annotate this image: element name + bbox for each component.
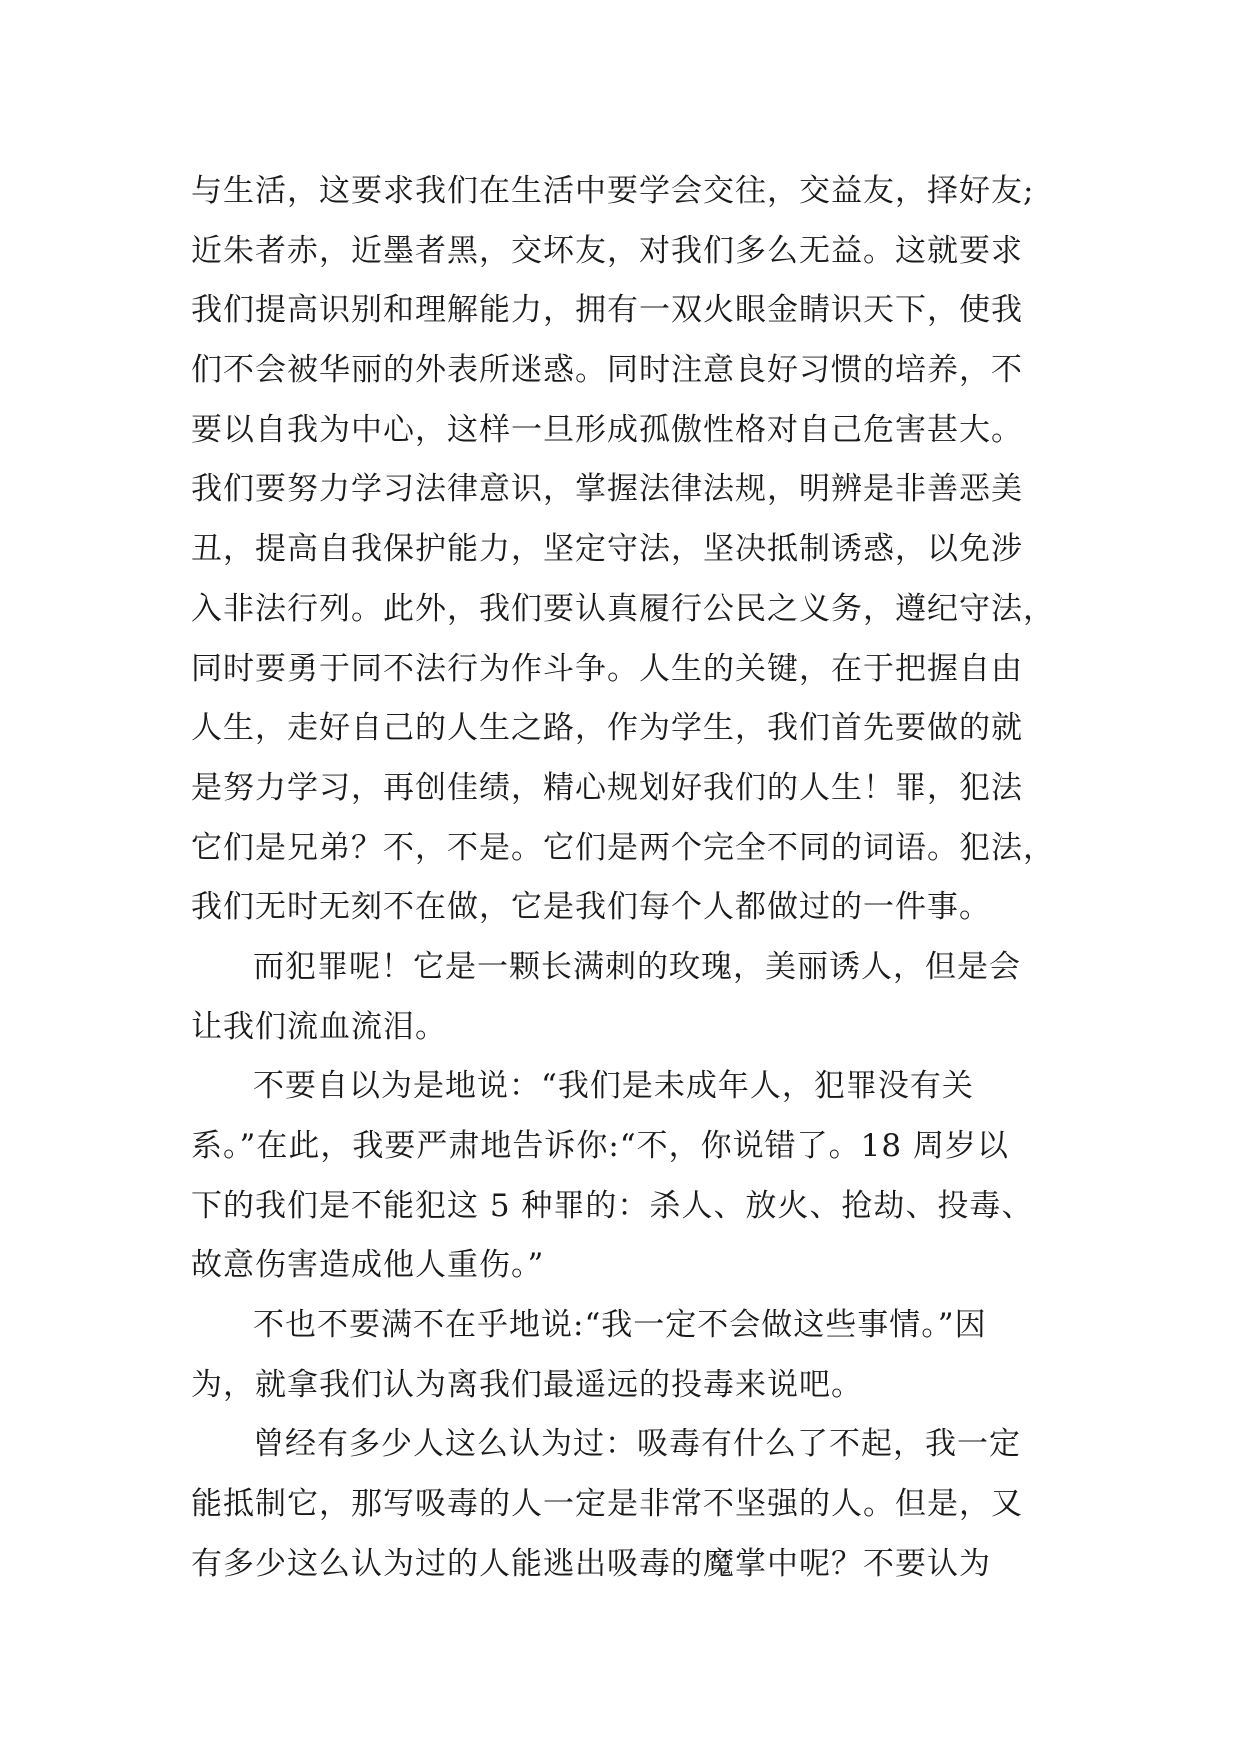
text-line: 们不会被华丽的外表所迷惑。同时注意良好习惯的培养，不: [191, 352, 1023, 389]
text-line: 我们无时无刻不在做，它是我们每个人都做过的一件事。: [191, 889, 991, 926]
text-line: 下的我们是不能犯这 5 种罪的：杀人、放火、抢劫、投毒、: [191, 1187, 1034, 1224]
text-line: 有多少这么认为过的人能逃出吸毒的魔掌中呢？不要认为: [191, 1545, 991, 1582]
text-line: 它们是兄弟？不，不是。它们是两个完全不同的词语。犯法，: [191, 829, 1055, 866]
text-line: 人生，走好自己的人生之路，作为学生，我们首先要做的就: [191, 710, 1023, 747]
text-line: 入非法行列。此外，我们要认真履行公民之义务，遵纪守法，: [191, 590, 1055, 627]
text-line: 我们要努力学习法律意识，掌握法律法规，明辨是非善恶美: [191, 471, 1023, 508]
text-line: 曾经有多少人这么认为过：吸毒有什么了不起，我一定: [253, 1426, 1021, 1463]
text-line: 不也不要满不在乎地说:“我一定不会做这些事情。”因: [253, 1307, 987, 1344]
text-line: 故意伤害造成他人重伤。”: [191, 1247, 545, 1284]
text-line: 近朱者赤，近墨者黑，交坏友，对我们多么无益。这就要求: [191, 232, 1023, 269]
text-line: 我们提高识别和理解能力，拥有一双火眼金睛识天下，使我: [191, 292, 1023, 329]
text-line: 能抵制它，那写吸毒的人一定是非常不坚强的人。但是，又: [191, 1486, 1023, 1523]
text-line: 不要自以为是地说：“我们是未成年人，犯罪没有关: [253, 1068, 974, 1105]
text-line: 与生活，这要求我们在生活中要学会交往，交益友，择好友;: [191, 173, 1035, 209]
text-line: 让我们流血流泪。: [191, 1008, 447, 1045]
text-line: 丑，提高自我保护能力，坚定守法，坚决抵制诱惑，以免涉: [191, 531, 1023, 568]
text-line: 同时要勇于同不法行为作斗争。人生的关键，在于把握自由: [191, 650, 1023, 687]
text-line: 要以自我为中心，这样一旦形成孤傲性格对自己危害甚大。: [191, 411, 1023, 448]
text-line: 系。”在此，我要严肃地告诉你:“不，你说错了。18 周岁以: [191, 1128, 1009, 1164]
text-line: 而犯罪呢！它是一颗长满刺的玫瑰，美丽诱人，但是会: [253, 948, 1021, 985]
text-line: 为，就拿我们认为离我们最遥远的投毒来说吧。: [191, 1366, 863, 1403]
text-line: 是努力学习，再创佳绩，精心规划好我们的人生！罪，犯法: [191, 769, 1023, 806]
document-body: [191, 162, 1071, 1595]
